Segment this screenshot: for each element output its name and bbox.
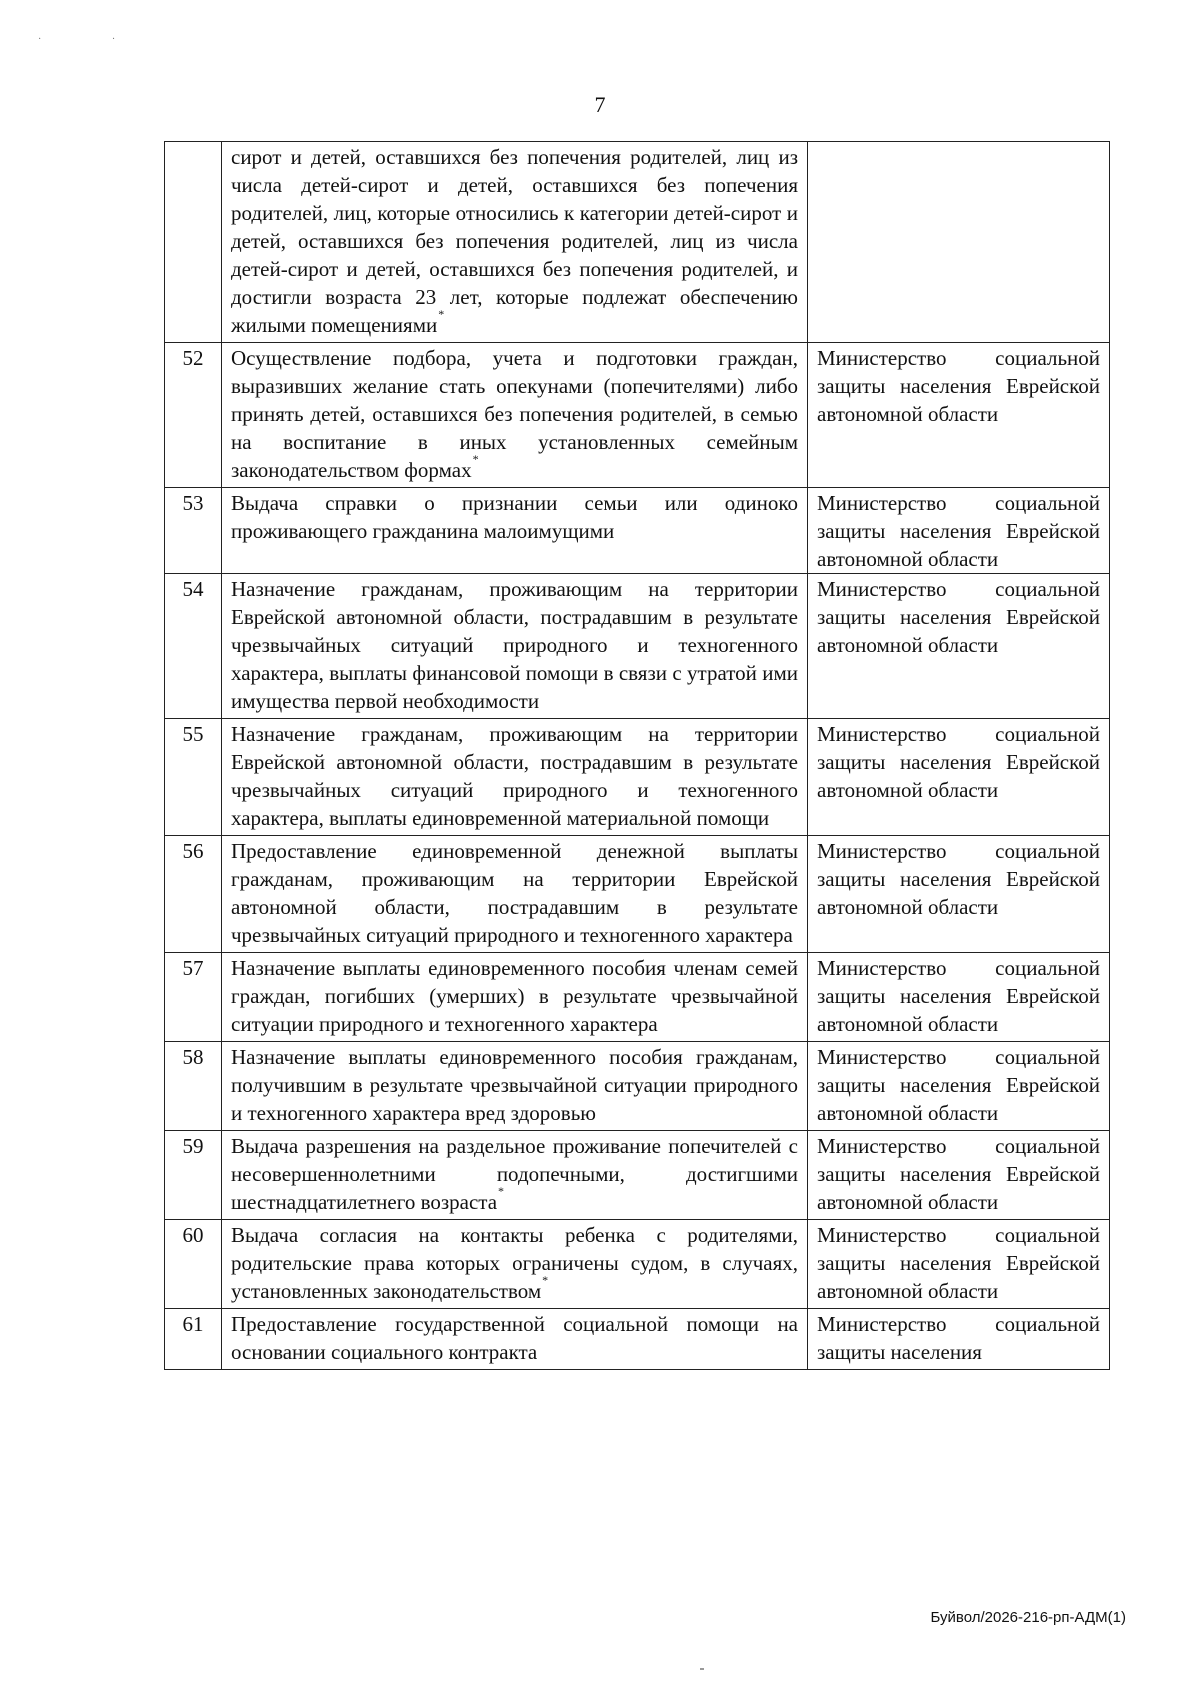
service-description [222,574,808,719]
scan-speck [700,1668,704,1670]
table-row [165,142,1110,343]
services-table-body [165,142,1110,1370]
description-text: Назначение выплаты единовременного пособия членам семей граждан, погибших (умерших) в результате чрезвычайной ситуации природного и техногенного характера [231,956,798,1036]
responsible-organization: Министерство социальной защиты населения Еврейской автономной области [808,1220,1110,1309]
row-number [165,142,222,343]
service-description [222,1042,808,1131]
table-row [165,953,1110,1042]
responsible-organization: Министерство социальной защиты населения Еврейской автономной области [808,953,1110,1042]
responsible-organization: Министерство социальной защиты населения Еврейской автономной области [808,836,1110,953]
row-number: 57 [165,953,222,1042]
service-description [222,1131,808,1220]
description-text: Назначение гражданам, проживающим на территории Еврейской автономной области, пострадавшим в результате чрезвычайных ситуаций природного и техногенного характера, выплаты единовременной материальной помощи [231,722,798,830]
description-text: Назначение гражданам, проживающим на территории Еврейской автономной области, пострадавшим в результате чрезвычайных ситуаций природного и техногенного характера, выплаты финансовой помощи в связи с утратой ими имущества первой необходимости [231,577,798,713]
row-number: 53 [165,488,222,574]
row-number: 56 [165,836,222,953]
row-number: 61 [165,1309,222,1370]
footnote-marker: * [498,1184,505,1198]
responsible-organization: Министерство социальной защиты населения Еврейской автономной области [808,343,1110,488]
responsible-organization: Министерство социальной защиты населения Еврейской автономной области [808,1131,1110,1220]
service-description [222,142,808,343]
row-number: 58 [165,1042,222,1131]
service-description [222,488,808,574]
table-row [165,1309,1110,1370]
footnote-marker: * [542,1273,549,1287]
service-description [222,719,808,836]
service-description [222,1309,808,1370]
table-row [165,1131,1110,1220]
page-number: 7 [594,92,606,117]
table-row [165,343,1110,488]
service-description [222,836,808,953]
service-description [222,1220,808,1309]
responsible-organization [808,142,1110,343]
description-text: Осуществление подбора, учета и подготовки граждан, выразивших желание стать опекунами (попечителями) либо принять детей, оставшихся без попечения родителей, в семью на воспитание в иных установленных семейным законодательством формах [231,346,798,482]
services-table [164,141,1110,1370]
responsible-organization: Министерство социальной защиты населения Еврейской автономной области [808,719,1110,836]
responsible-organization: Министерство социальной защиты населения [808,1309,1110,1370]
responsible-organization: Министерство социальной защиты населения Еврейской автономной области [808,488,1110,574]
description-text: Выдача справки о признании семьи или одиноко проживающего гражданина малоимущими [231,491,798,543]
row-number: 54 [165,574,222,719]
table-row [165,574,1110,719]
table-row [165,1220,1110,1309]
description-text: сирот и детей, оставшихся без попечения родителей, лиц из числа детей-сирот и детей, оставшихся без попечения родителей, лиц, которые относились к категории детей-сирот и детей, оставшихся без попечения родителей, лиц из числа детей-сирот и детей, оставшихся без попечения родителей, и достигли возраста 23 лет, которые подлежат обеспечению жилыми помещениями [231,145,798,337]
footnote-marker: * [472,452,479,466]
row-number: 52 [165,343,222,488]
description-text: Выдача согласия на контакты ребенка с родителями, родительские права которых ограничены судом, в случаях, установленных законодательством [231,1223,798,1303]
table-row [165,488,1110,574]
description-text: Выдача разрешения на раздельное проживание попечителей с несовершеннолетними подопечными, достигшими шестнадцатилетнего возраста [231,1134,798,1214]
row-number: 60 [165,1220,222,1309]
footnote-marker: * [438,307,445,321]
description-text: Предоставление единовременной денежной выплаты гражданам, проживающим на территории Еврейской автономной области, пострадавшим в результате чрезвычайных ситуаций природного и техногенного характера [231,839,798,947]
table-row [165,836,1110,953]
service-description [222,953,808,1042]
description-text: Назначение выплаты единовременного пособия гражданам, получившим в результате чрезвычайной ситуации природного и техногенного характера вред здоровью [231,1045,798,1125]
table-row [165,719,1110,836]
table-row [165,1042,1110,1131]
description-text: Предоставление государственной социальной помощи на основании социального контракта [231,1312,798,1364]
scan-specks: · · [38,34,150,45]
service-description [222,343,808,488]
responsible-organization: Министерство социальной защиты населения Еврейской автономной области [808,1042,1110,1131]
responsible-organization: Министерство социальной защиты населения Еврейской автономной области [808,574,1110,719]
document-code: Буйвол/2026-216-рп-АДМ(1) [930,1609,1126,1626]
row-number: 59 [165,1131,222,1220]
row-number: 55 [165,719,222,836]
